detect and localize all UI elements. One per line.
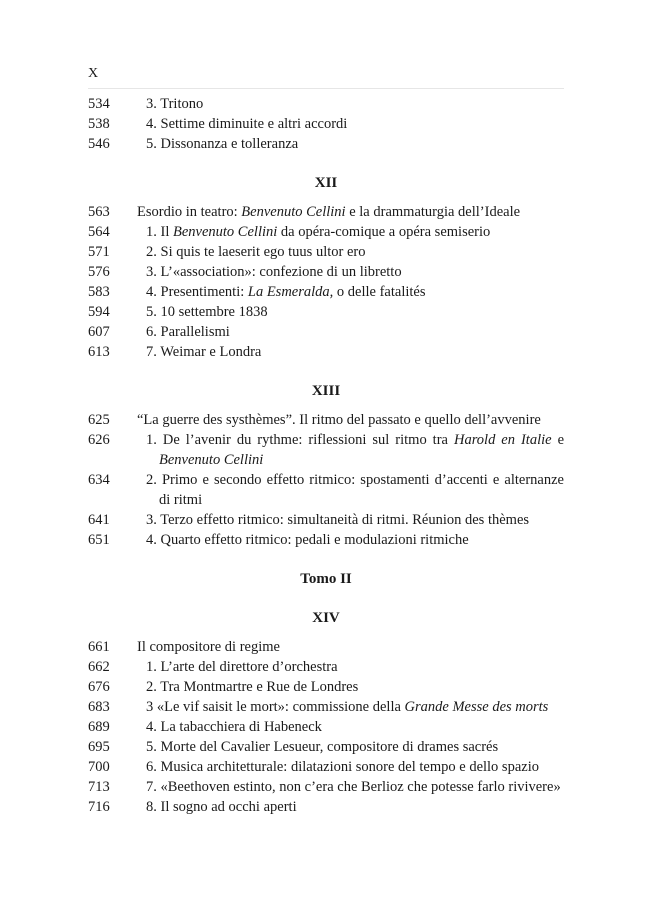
chapter-heading-xiii: XIII <box>311 383 341 399</box>
page-ref: 626 <box>88 432 110 448</box>
toc-row <box>88 470 564 510</box>
page-ref: 641 <box>88 512 110 528</box>
page-ref: 695 <box>88 739 110 755</box>
toc-row <box>88 342 564 362</box>
toc-entry: 6. Parallelismi <box>146 324 230 340</box>
toc-entry: 3. L’«association»: confezione di un libretto <box>146 264 402 280</box>
chapter-heading-xiv: XIV <box>312 610 340 626</box>
toc-row <box>88 677 564 697</box>
page-ref: 661 <box>88 639 110 655</box>
page-ref: 563 <box>88 204 110 220</box>
toc-row <box>88 282 564 302</box>
toc-row <box>88 797 564 817</box>
toc-entry: 5. Morte del Cavalier Lesueur, compositore di drames sacrés <box>146 739 499 755</box>
page-ref: 607 <box>88 324 110 340</box>
page-ref: 676 <box>88 679 110 695</box>
toc-row <box>88 94 564 114</box>
toc-entry: 5. Dissonanza e tolleranza <box>146 136 299 152</box>
toc-row <box>88 242 564 262</box>
toc-entry: 7. Weimar e Londra <box>146 344 262 360</box>
toc-row <box>88 222 564 242</box>
toc-chapter-row <box>88 637 564 657</box>
page-ref: 634 <box>88 472 110 488</box>
toc-entry: 4. Quarto effetto ritmico: pedali e modulazioni ritmiche <box>146 532 469 548</box>
page-ref: 662 <box>88 659 110 675</box>
toc-entry: 6. Musica architetturale: dilatazioni sonore del tempo e dello spazio <box>146 759 539 775</box>
toc-row <box>88 757 564 777</box>
toc-row <box>88 697 564 717</box>
toc-row <box>88 262 564 282</box>
chapter-heading-xii: XII <box>314 175 338 191</box>
toc-entry: 5. 10 settembre 1838 <box>146 304 268 320</box>
page-ref: 576 <box>88 264 110 280</box>
page-ref: 571 <box>88 244 110 260</box>
toc-row <box>88 530 564 550</box>
toc-row <box>88 114 564 134</box>
toc-entry: 4. Settime diminuite e altri accordi <box>146 116 348 132</box>
toc-row <box>88 302 564 322</box>
toc-entry: 2. Si quis te laeserit ego tuus ultor ero <box>146 244 366 260</box>
toc-entry: 1. Il Benvenuto Cellini da opéra-comique a opéra semiserio <box>146 224 491 240</box>
toc-entry: 7. «Beethoven estinto, non c’era che Berlioz che potesse farlo rivivere» <box>146 779 561 795</box>
toc-chapter-entry: “La guerre des systhèmes”. Il ritmo del passato e quello dell’avvenire <box>137 412 541 428</box>
toc-row <box>88 430 564 470</box>
page-ref: 689 <box>88 719 110 735</box>
toc-row <box>88 510 564 530</box>
toc-row <box>88 657 564 677</box>
toc-row <box>88 717 564 737</box>
page-number-header: X <box>88 66 564 89</box>
toc-entry: 1. L’arte del direttore d’orchestra <box>146 659 338 675</box>
toc-chapter-row <box>88 202 564 222</box>
toc-row <box>88 737 564 757</box>
toc-row <box>88 322 564 342</box>
toc-entry: 4. La tabacchiera di Habeneck <box>146 719 322 735</box>
table-of-contents <box>88 94 564 817</box>
page-ref: 534 <box>88 96 110 112</box>
toc-chapter-entry: Esordio in teatro: Benvenuto Cellini e la drammaturgia dell’Ideale <box>137 204 521 220</box>
page-ref: 683 <box>88 699 110 715</box>
toc-entry: 3 «Le vif saisit le mort»: commissione della Grande Messe des morts <box>146 699 549 715</box>
toc-entry: 2. Primo e secondo effetto ritmico: spostamenti d’accenti e alternanze di ritmi <box>146 472 564 508</box>
page-ref: 700 <box>88 759 110 775</box>
page-ref: 546 <box>88 136 110 152</box>
page-ref: 713 <box>88 779 110 795</box>
page-ref: 583 <box>88 284 110 300</box>
toc-row <box>88 777 564 797</box>
toc-entry: 3. Terzo effetto ritmico: simultaneità di ritmi. Réunion des thèmes <box>146 512 530 528</box>
page-ref: 625 <box>88 412 110 428</box>
toc-entry: 4. Presentimenti: La Esmeralda, o delle fatalités <box>146 284 426 300</box>
toc-chapter-row <box>88 410 564 430</box>
toc-entry: 2. Tra Montmartre e Rue de Londres <box>146 679 359 695</box>
page-ref: 564 <box>88 224 110 240</box>
page-ref: 613 <box>88 344 110 360</box>
toc-chapter-entry: Il compositore di regime <box>137 639 280 655</box>
toc-entry: 8. Il sogno ad occhi aperti <box>146 799 297 815</box>
volume-heading: Tomo II <box>300 571 352 587</box>
page-ref: 538 <box>88 116 110 132</box>
page-ref: 716 <box>88 799 110 815</box>
toc-entry: 1. De l’avenir du rythme: riflessioni sul ritmo tra Harold en Italie e Benvenuto Cellini <box>146 432 565 468</box>
page-ref: 651 <box>88 532 110 548</box>
toc-entry: 3. Tritono <box>146 96 204 112</box>
toc-row <box>88 134 564 154</box>
page-ref: 594 <box>88 304 110 320</box>
